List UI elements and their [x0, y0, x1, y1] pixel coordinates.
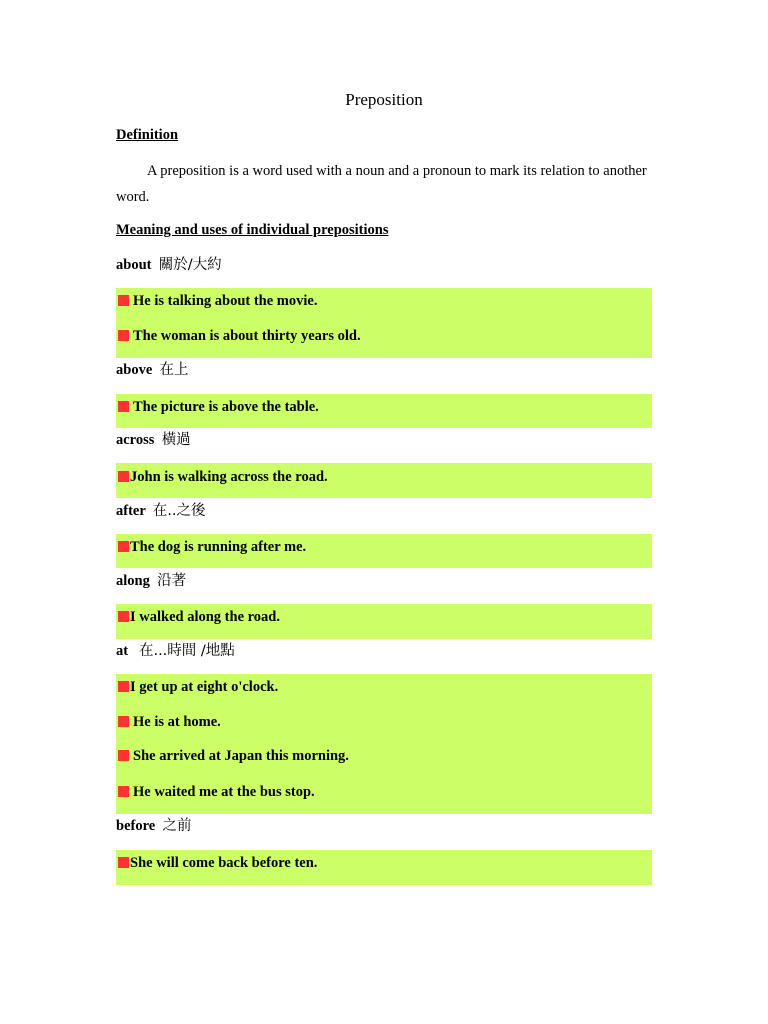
- example-text: He is talking about the movie.: [133, 293, 318, 309]
- red-square-bullet-icon: [118, 541, 129, 552]
- preposition-entry-across: [116, 430, 191, 450]
- preposition-word: after: [116, 503, 146, 519]
- example-sentence: [118, 291, 317, 311]
- example-sentence: [118, 853, 317, 873]
- document-title: Preposition: [345, 90, 423, 109]
- example-text: He waited me at the bus stop.: [133, 784, 315, 800]
- example-text: I get up at eight o'clock.: [130, 679, 279, 695]
- red-square-bullet-icon: [118, 330, 129, 341]
- preposition-entry-above: [116, 360, 189, 380]
- example-sentence: [118, 467, 328, 487]
- example-sentence: [118, 782, 315, 802]
- definition-heading: Definition: [116, 127, 179, 143]
- preposition-word: across: [116, 432, 155, 448]
- example-text: She will come back before ten.: [130, 855, 318, 871]
- example-text: She arrived at Japan this morning.: [133, 748, 349, 764]
- preposition-entry-about: [116, 255, 222, 275]
- red-square-bullet-icon: [118, 857, 129, 868]
- meaning-heading: Meaning and uses of individual prepositions: [116, 222, 389, 238]
- example-text: I walked along the road.: [130, 609, 280, 625]
- definition-text: A preposition is a word used with a noun and a pronoun to mark its relation to another word.: [116, 163, 647, 205]
- example-box-at: [116, 674, 652, 814]
- example-box-across: [116, 463, 652, 498]
- red-square-bullet-icon: [118, 750, 129, 761]
- preposition-meaning: 在...時間 /地點: [138, 643, 235, 659]
- example-box-along: [116, 604, 652, 639]
- preposition-meaning: 之前: [162, 818, 192, 834]
- example-sentence: [118, 677, 278, 697]
- preposition-meaning: 橫過: [161, 432, 191, 448]
- red-square-bullet-icon: [118, 786, 129, 797]
- example-box-after: [116, 534, 652, 568]
- example-box-before: [116, 850, 652, 885]
- example-text: The dog is running after me.: [130, 539, 307, 555]
- example-sentence: [118, 537, 306, 557]
- example-text: John is walking across the road.: [130, 469, 328, 485]
- definition-paragraph: [116, 158, 652, 210]
- red-square-bullet-icon: [118, 681, 129, 692]
- preposition-word: before: [116, 818, 156, 834]
- preposition-entry-at: [116, 641, 235, 661]
- preposition-word: about: [116, 257, 152, 273]
- example-text: The woman is about thirty years old.: [133, 328, 361, 344]
- red-square-bullet-icon: [118, 401, 129, 412]
- preposition-meaning: 關於/大約: [158, 257, 222, 273]
- preposition-entry-before: [116, 816, 191, 836]
- preposition-word: at: [116, 643, 129, 659]
- example-sentence: [118, 746, 349, 766]
- preposition-meaning: 在上: [159, 362, 189, 378]
- preposition-word: along: [116, 573, 150, 589]
- preposition-entry-along: [116, 571, 186, 591]
- red-square-bullet-icon: [118, 295, 129, 306]
- preposition-entry-after: [116, 501, 206, 521]
- preposition-word: above: [116, 362, 153, 378]
- example-sentence: [118, 607, 280, 627]
- example-box-about: [116, 288, 652, 358]
- preposition-meaning: 在..之後: [152, 503, 206, 519]
- example-sentence: [118, 397, 319, 417]
- red-square-bullet-icon: [118, 611, 129, 622]
- preposition-meaning: 沿著: [157, 573, 187, 589]
- example-sentence: [118, 712, 221, 732]
- example-sentence: [118, 326, 361, 346]
- example-box-above: [116, 394, 652, 428]
- example-text: The picture is above the table.: [133, 399, 319, 415]
- example-text: He is at home.: [133, 714, 221, 730]
- red-square-bullet-icon: [118, 716, 129, 727]
- red-square-bullet-icon: [118, 471, 129, 482]
